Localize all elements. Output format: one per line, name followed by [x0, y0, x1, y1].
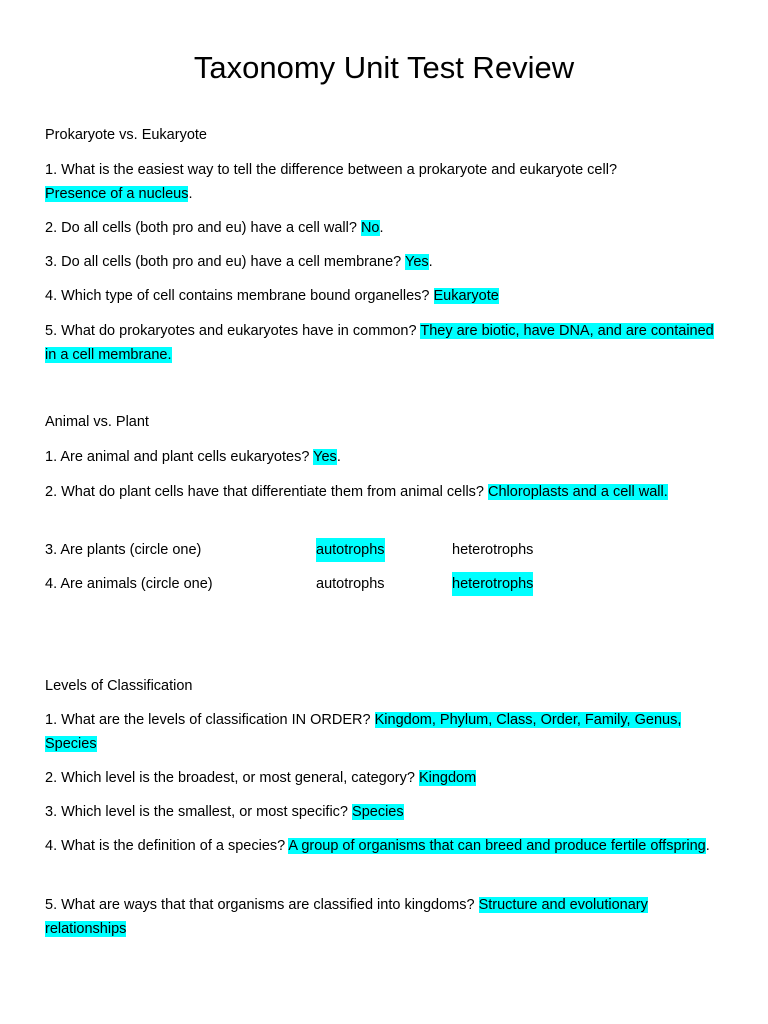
- question-s1-3: [45, 250, 725, 274]
- answer-highlight: Kingdom: [418, 770, 477, 786]
- question-text: 1. Are animal and plant cells eukaryotes?: [45, 449, 314, 465]
- question-text: 5. What do prokaryotes and eukaryotes have in common?: [45, 323, 421, 339]
- answer-tail: .: [336, 449, 341, 465]
- question-s2-2: [45, 480, 725, 504]
- question-text: 2. Which level is the broadest, or most general, category?: [45, 770, 419, 786]
- question-s2-3: [45, 538, 725, 562]
- question-text: 5. What are ways that that organisms are classified into kingdoms?: [45, 897, 479, 913]
- question-s1-2: [45, 216, 725, 240]
- answer-highlight: They are biotic, have DNA, and are contained in a cell membrane.: [45, 323, 714, 363]
- answer-highlight: Yes: [405, 254, 429, 270]
- question-s1-5: [45, 319, 725, 367]
- answer-tail: .: [379, 220, 384, 236]
- option-autotrophs-animals: autotrophs: [316, 576, 385, 592]
- answer-tail: .: [705, 838, 710, 854]
- question-s3-1: [45, 708, 725, 756]
- question-text: 2. What do plant cells have that differentiate them from animal cells?: [45, 484, 489, 500]
- question-text: 3. Which level is the smallest, or most specific?: [45, 804, 353, 820]
- question-s1-1: [45, 158, 725, 206]
- question-s3-3: [45, 800, 725, 824]
- answer-highlight: Eukaryote: [433, 288, 499, 304]
- question-s3-5: [45, 893, 725, 941]
- answer-highlight: Kingdom, Phylum, Class, Order, Family, Genus, Species: [45, 712, 682, 752]
- question-text: 4. Are animals (circle one): [45, 576, 213, 592]
- question-text: 1. What are the levels of classification IN ORDER?: [45, 712, 375, 728]
- question-s3-4: [45, 834, 725, 858]
- question-text: 4. Which type of cell contains membrane bound organelles?: [45, 288, 434, 304]
- answer-highlight: Presence of a nucleus: [45, 186, 189, 202]
- answer-highlight: Structure and evolutionary relationships: [45, 897, 648, 937]
- section-heading-prokaryote-eukaryote: Prokaryote vs. Eukaryote: [45, 127, 207, 143]
- option-autotrophs-plants: autotrophs: [316, 538, 385, 562]
- question-text: 4. What is the definition of a species?: [45, 838, 289, 854]
- section-heading-levels-classification: Levels of Classification: [45, 678, 193, 694]
- question-text: 2. Do all cells (both pro and eu) have a cell wall?: [45, 220, 361, 236]
- answer-highlight: Chloroplasts and a cell wall.: [488, 484, 668, 500]
- question-s3-2: [45, 766, 725, 790]
- question-s1-4: [45, 284, 725, 308]
- answer-highlight: Yes: [313, 449, 337, 465]
- question-text: 3. Do all cells (both pro and eu) have a cell membrane?: [45, 254, 406, 270]
- question-s2-4: [45, 572, 725, 596]
- question-s2-1: [45, 445, 725, 469]
- option-heterotrophs-plants: heterotrophs: [452, 542, 534, 558]
- answer-tail: .: [428, 254, 433, 270]
- answer-tail: .: [188, 186, 193, 202]
- section-heading-animal-plant: Animal vs. Plant: [45, 414, 149, 430]
- question-text: 1. What is the easiest way to tell the difference between a prokaryote and eukaryote cell?: [45, 162, 618, 178]
- option-heterotrophs-animals: heterotrophs: [452, 572, 533, 596]
- page-title: Taxonomy Unit Test Review: [193, 50, 575, 85]
- answer-highlight: Species: [352, 804, 404, 820]
- answer-highlight: No: [360, 220, 380, 236]
- question-text: 3. Are plants (circle one): [45, 542, 202, 558]
- answer-highlight: A group of organisms that can breed and produce fertile offspring: [288, 838, 706, 854]
